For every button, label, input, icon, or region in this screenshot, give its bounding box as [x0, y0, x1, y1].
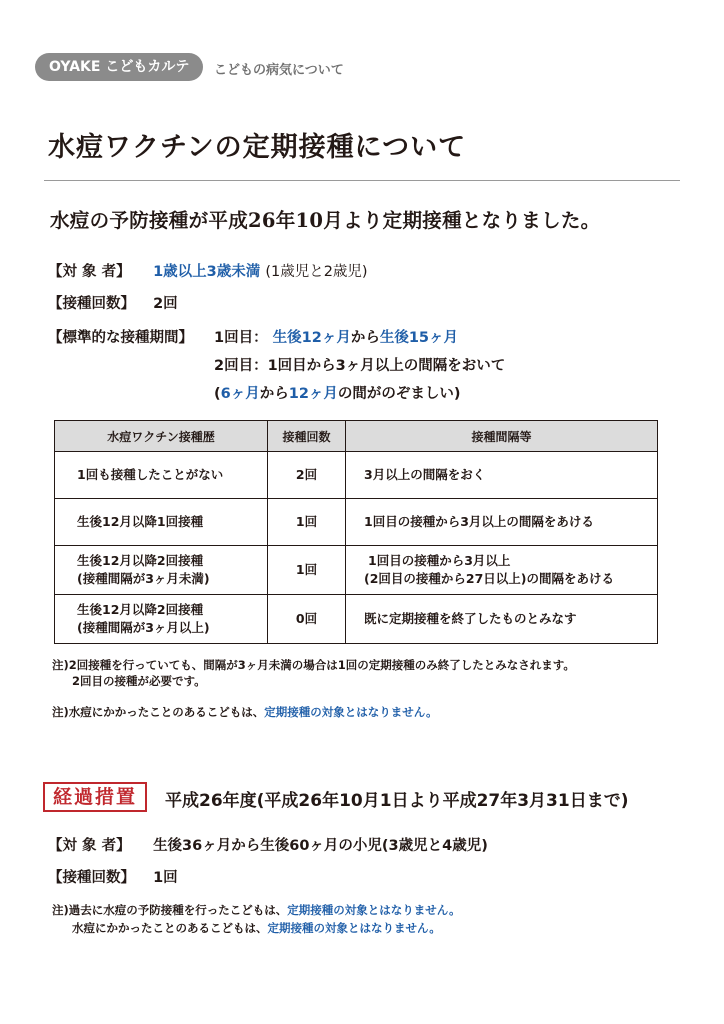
interval-text: 既に定期接種を終了したものとみなす [364, 611, 577, 626]
vaccination-history-table [54, 420, 658, 644]
title-divider [44, 180, 680, 181]
transition-target-label: 【対 象 者】 [48, 838, 131, 854]
transition-title: 平成26年度(平成26年10月1日より平成27年3月31日まで) [165, 791, 629, 811]
period-line1-mid: から [350, 330, 380, 346]
transition-target-value: 生後36ヶ月から生後60ヶ月の小児(3歳児と4歳児) [153, 838, 488, 854]
transition-note-2-emph: 定期接種の対象とはなりません。 [267, 921, 441, 935]
target-label: 【対 象 者】 [48, 264, 131, 280]
note-2-prefix: 注)水痘にかかったことのあるこどもは、 [52, 705, 265, 719]
doses-value: 2回 [153, 296, 178, 312]
history-cell [55, 595, 268, 644]
doses-label: 【接種回数】 [48, 296, 135, 312]
transition-badge: 経過措置 [43, 782, 147, 812]
period-line1-b: 生後15ヶ月 [379, 330, 459, 346]
target-value: 1歳以上3歳未満 [153, 264, 261, 280]
count-cell: 1回 [268, 546, 346, 595]
interval-text: 3月以上の間隔をおく [364, 467, 486, 482]
history-text: 生後12月以降2回接種 [77, 553, 204, 568]
interval-cell [346, 452, 658, 499]
history-cell [55, 546, 268, 595]
table-header-history: 水痘ワクチン接種歴 [55, 421, 268, 452]
history-subtext: (接種間隔が3ヶ月未満) [77, 571, 210, 586]
target-suffix: (1歳児と2歳児) [265, 264, 368, 280]
target-row [48, 260, 368, 281]
period-line3-mid: から [259, 386, 289, 402]
period-line3-a: 6ヶ月 [220, 386, 260, 402]
history-text: 生後12月以降1回接種 [77, 514, 204, 529]
transition-note-1-emph: 定期接種の対象とはなりません。 [287, 903, 461, 917]
count-cell: 0回 [268, 595, 346, 644]
period-line1 [214, 326, 458, 347]
period-line1-prefix: 1回目： [214, 330, 268, 346]
table-header-count: 接種回数 [268, 421, 346, 452]
period-label: 【標準的な接種期間】 [48, 330, 193, 346]
note-1-line1: 注)2回接種を行っていても、間隔が3ヶ月未満の場合は1回の定期接種のみ終了したとみなされます。 [52, 658, 575, 672]
transition-note-1-prefix: 注)過去に水痘の予防接種を行ったこどもは、 [52, 903, 288, 917]
transition-doses-value: 1回 [153, 870, 178, 886]
transition-target-row [48, 834, 488, 855]
period-line3-b: 12ヶ月 [288, 386, 338, 402]
table-row [55, 452, 658, 499]
period-line1-a: 生後12ヶ月 [272, 330, 351, 346]
table-row [55, 499, 658, 546]
history-cell [55, 499, 268, 546]
interval-cell [346, 595, 658, 644]
table-row [55, 546, 658, 595]
interval-text: 1回目の接種から3月以上 [368, 553, 511, 568]
interval-subtext: (2回目の接種から27日以上)の間隔をあける [364, 571, 615, 586]
section-label: こどもの病気について [214, 63, 344, 78]
interval-cell [346, 546, 658, 595]
transition-doses-label: 【接種回数】 [48, 870, 135, 886]
note-2-emph: 定期接種の対象とはなりません。 [264, 705, 438, 719]
note-2 [52, 704, 437, 720]
period-line3-open: ( [214, 386, 221, 402]
page-title: 水痘ワクチンの定期接種について [48, 132, 467, 163]
period-line2: 2回目：1回目から3ヶ月以上の間隔をおいて [214, 358, 506, 374]
table-row [55, 595, 658, 644]
interval-text: 1回目の接種から3月以上の間隔をあける [364, 514, 594, 529]
transition-note-1 [52, 902, 460, 918]
category-tag: OYAKE こどもカルテ [35, 53, 203, 81]
count-cell: 1回 [268, 499, 346, 546]
period-line3-end: の間がのぞましい) [337, 386, 461, 402]
table-header-row [55, 421, 658, 452]
count-cell: 2回 [268, 452, 346, 499]
history-cell [55, 452, 268, 499]
period-line3 [214, 382, 461, 403]
transition-note-2-prefix: 水痘にかかったことのあるこどもは、 [72, 921, 268, 935]
history-text: 1回も接種したことがない [77, 467, 224, 482]
history-subtext: (接種間隔が3ヶ月以上) [77, 620, 210, 635]
lead-text: 水痘の予防接種が平成26年10月より定期接種となりました。 [50, 209, 601, 232]
doses-row [48, 292, 178, 313]
note-1-line2: 2回目の接種が必要です。 [72, 674, 206, 688]
table-header-interval: 接種間隔等 [346, 421, 658, 452]
history-text: 生後12月以降2回接種 [77, 602, 204, 617]
transition-doses-row [48, 866, 178, 887]
interval-cell [346, 499, 658, 546]
transition-note-2 [72, 920, 441, 936]
